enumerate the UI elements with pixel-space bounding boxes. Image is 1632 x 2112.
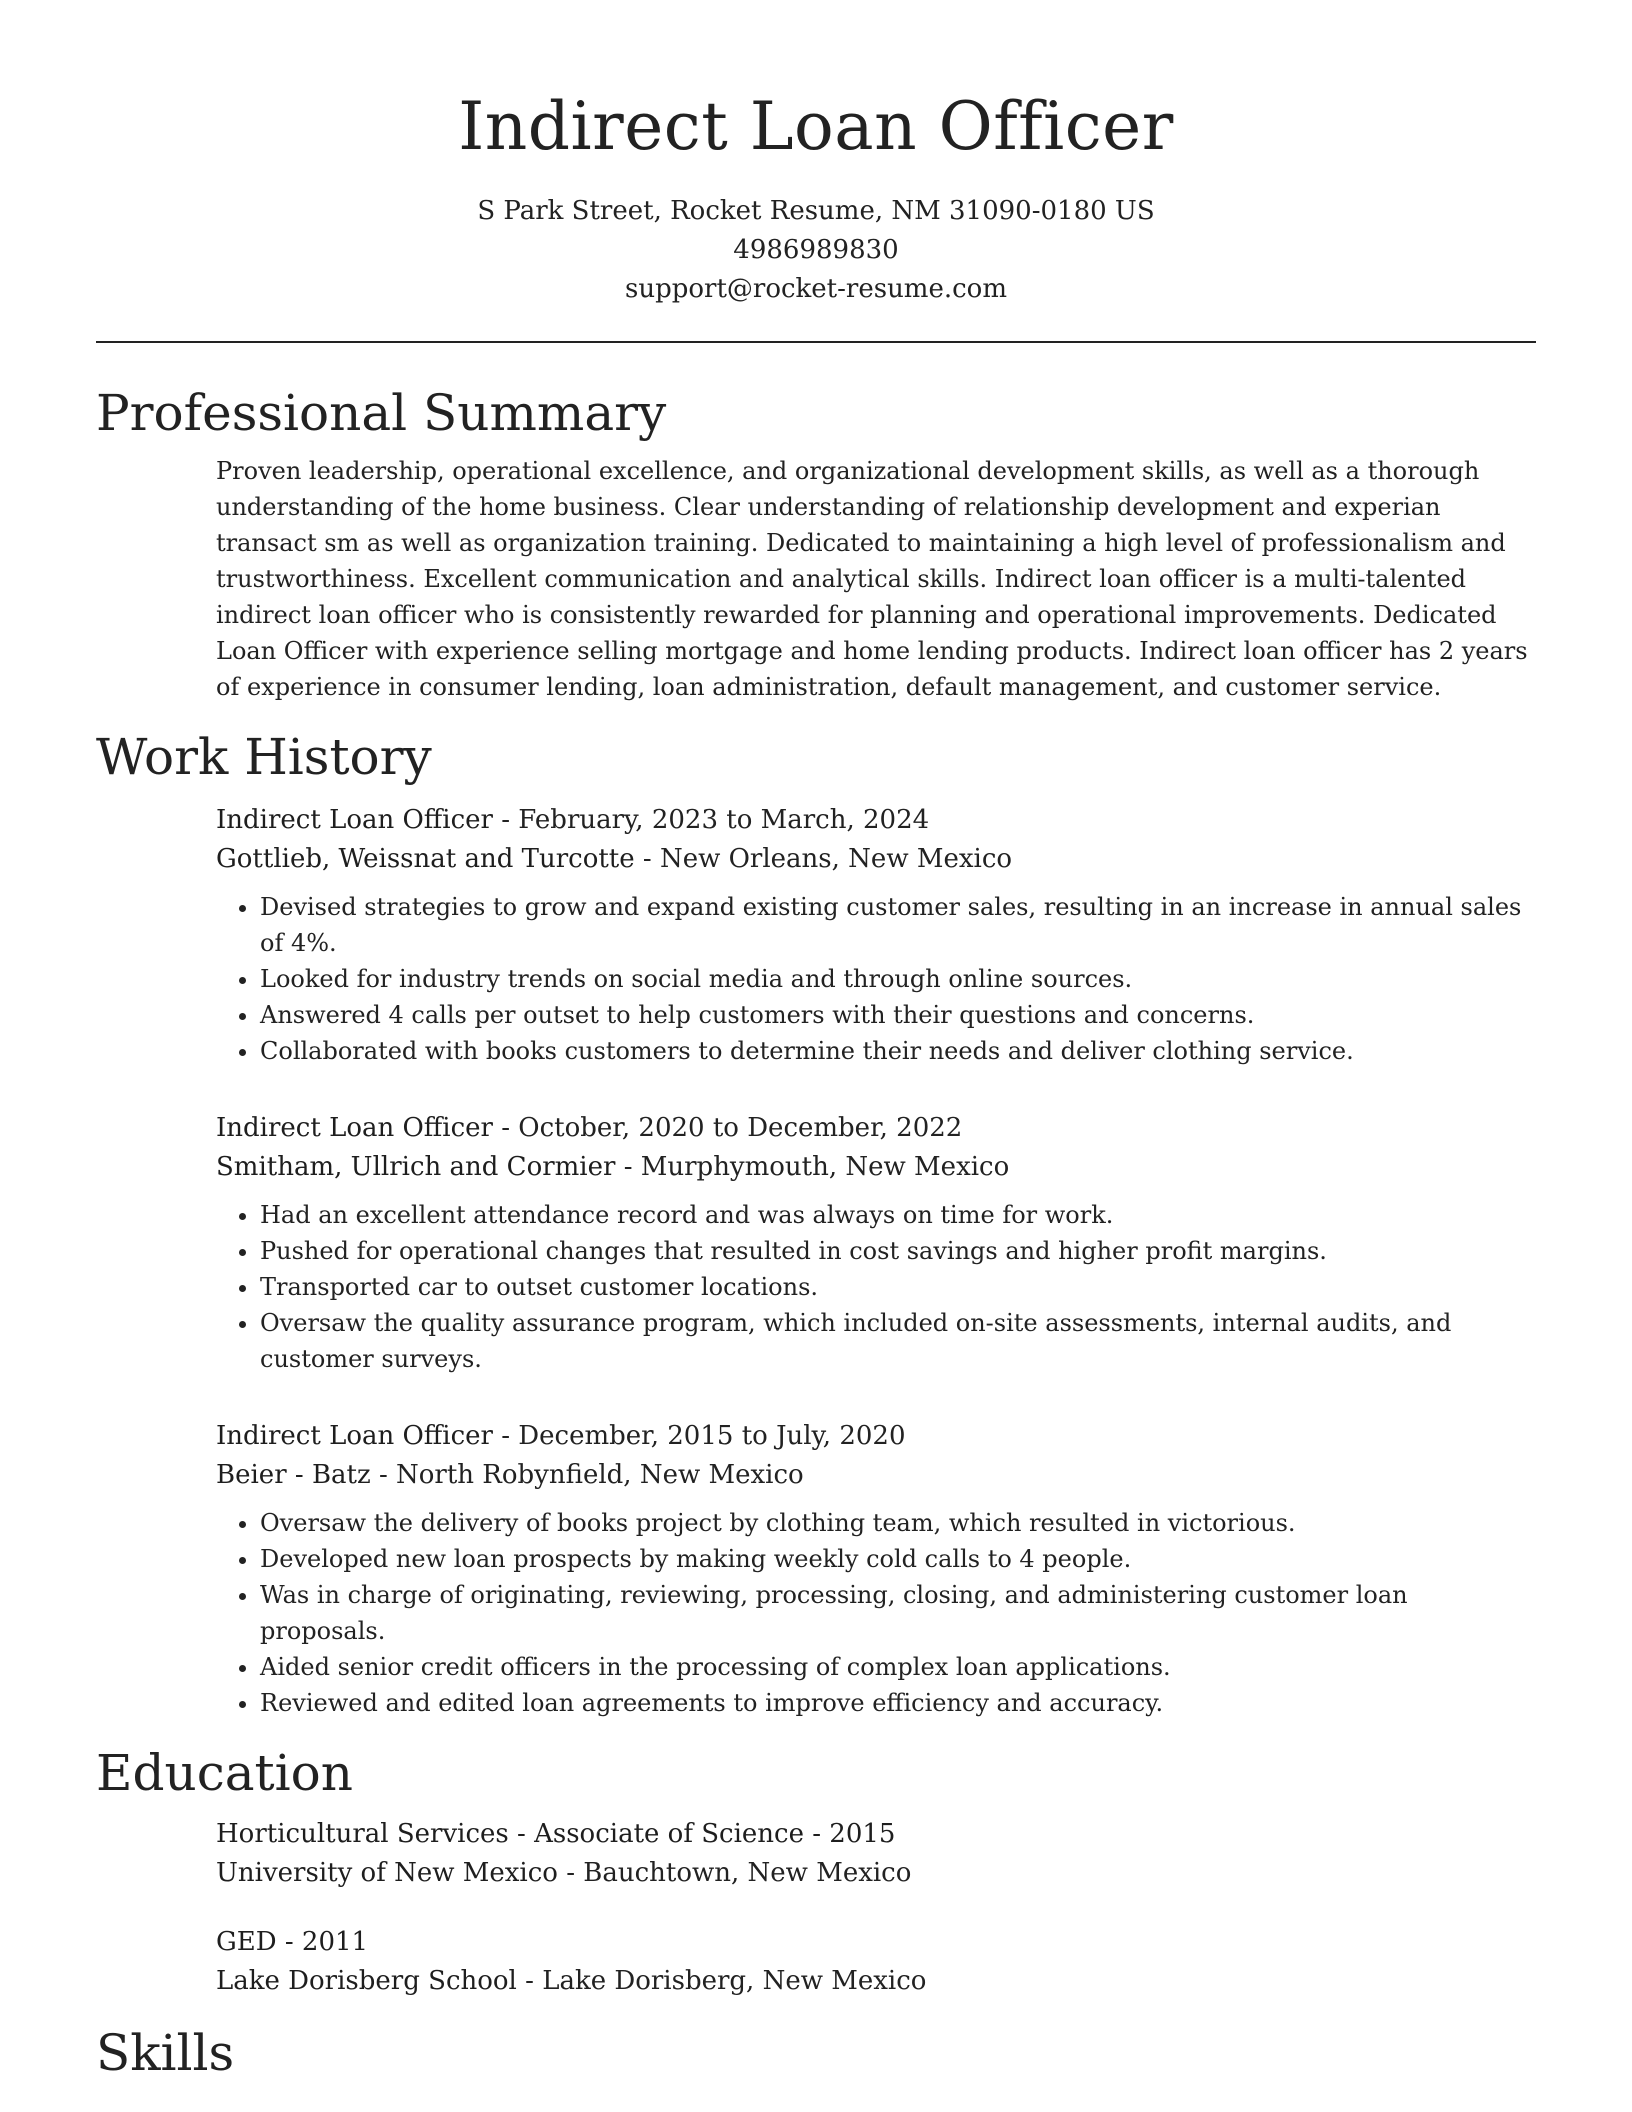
job-bullet: • Reviewed and edited loan agreements to improve efficiency and accuracy. (260, 1685, 1536, 1721)
job-bullet: • Pushed for operational changes that resulted in cost savings and higher profit margins. (260, 1233, 1536, 1269)
summary-heading: Professional Summary (96, 384, 667, 442)
education-school: Lake Dorisberg School (216, 1966, 517, 1996)
education-school-line (216, 1854, 1536, 1893)
job-title-line (216, 1109, 1536, 1148)
summary-text: Proven leadership, operational excellence, and organizational development skills, as well as a thorough understanding of the home business. Clear understanding of relationship development and experian transact sm as well as organization training. Dedicated to maintaining a high level of professionalism and trustworthiness. Excellent communication and analytical skills. Indirect loan officer is a multi-talented indirect loan officer who is consistently rewarded for planning and operational improvements. Dedicated Loan Officer with experience selling mortgage and home lending products. Indirect loan officer has 2 years of experience in consumer lending, loan administration, default management, and customer service. (216, 457, 1528, 701)
job-bullets (216, 889, 1536, 1069)
header-divider (96, 341, 1536, 343)
education-location: - Bauchtown, New Mexico (557, 1858, 912, 1888)
job-location: - New Orleans, New Mexico (634, 844, 1013, 874)
job-dates: - February, 2023 to March, 2024 (492, 805, 930, 835)
job-bullet: • Devised strategies to grow and expand existing customer sales, resulting in an increase in annual sales of 4%. (260, 889, 1536, 961)
education-location: - Lake Dorisberg, New Mexico (516, 1966, 927, 1996)
job-company-line (216, 1148, 1536, 1187)
education-school-line (216, 1962, 1536, 2001)
job-company-line (216, 1456, 1536, 1495)
job-entry (216, 1109, 1536, 1377)
job-bullet: • Aided senior credit officers in the processing of complex loan applications. (260, 1649, 1536, 1685)
job-bullet: • Collaborated with books customers to determine their needs and deliver clothing service. (260, 1033, 1536, 1069)
job-location: - North Robynfield, New Mexico (370, 1460, 804, 1490)
job-role: Indirect Loan Officer (216, 1113, 493, 1143)
job-dates: - October, 2020 to December, 2022 (492, 1113, 963, 1143)
job-bullets (216, 1505, 1536, 1721)
job-entry (216, 1417, 1536, 1721)
job-title-line (216, 801, 1536, 840)
contact-phone: 4986989830 (733, 235, 899, 265)
contact-block (96, 192, 1536, 309)
contact-address: S Park Street, Rocket Resume, NM 31090-0180 US (477, 196, 1155, 226)
resume-header (96, 0, 1536, 309)
job-bullet: • Had an excellent attendance record and was always on time for work. (260, 1197, 1536, 1233)
education-entry (216, 1923, 1536, 2001)
job-bullet: • Was in charge of originating, reviewing, processing, closing, and administering customer loan proposals. (260, 1577, 1536, 1649)
job-company-line (216, 840, 1536, 879)
job-bullet: • Oversaw the delivery of books project by clothing team, which resulted in victorious. (260, 1505, 1536, 1541)
education-degree: Horticultural Services - Associate of Science - 2015 (216, 1819, 896, 1849)
job-company: Smitham, Ullrich and Cormier (216, 1152, 616, 1182)
job-company: Gottlieb, Weissnat and Turcotte (216, 844, 635, 874)
job-bullet: • Looked for industry trends on social media and through online sources. (260, 961, 1536, 997)
job-role: Indirect Loan Officer (216, 805, 493, 835)
job-bullet: • Developed new loan prospects by making weekly cold calls to 4 people. (260, 1541, 1536, 1577)
job-company: Beier - Batz (216, 1460, 371, 1490)
job-entry (216, 801, 1536, 1069)
job-location: - Murphymouth, New Mexico (615, 1152, 1010, 1182)
education-degree: GED - 2011 (216, 1927, 369, 1957)
job-title-line (216, 1417, 1536, 1456)
job-bullet: • Transported car to outset customer locations. (260, 1269, 1536, 1305)
job-bullet: • Answered 4 calls per outset to help customers with their questions and concerns. (260, 997, 1536, 1033)
resume-page (96, 0, 1536, 2085)
work-history-heading: Work History (96, 728, 432, 786)
job-bullet: • Oversaw the quality assurance program, which included on-site assessments, internal audits, and customer surveys. (260, 1305, 1536, 1377)
skills-heading: Skills (96, 2024, 235, 2082)
contact-email: support@rocket-resume.com (624, 274, 1007, 304)
education-school: University of New Mexico (216, 1858, 558, 1888)
education-entry (216, 1815, 1536, 1893)
resume-name: Indirect Loan Officer (458, 88, 1174, 165)
job-bullets (216, 1197, 1536, 1377)
education-heading: Education (96, 1744, 353, 1802)
job-role: Indirect Loan Officer (216, 1421, 493, 1451)
job-dates: - December, 2015 to July, 2020 (492, 1421, 906, 1451)
